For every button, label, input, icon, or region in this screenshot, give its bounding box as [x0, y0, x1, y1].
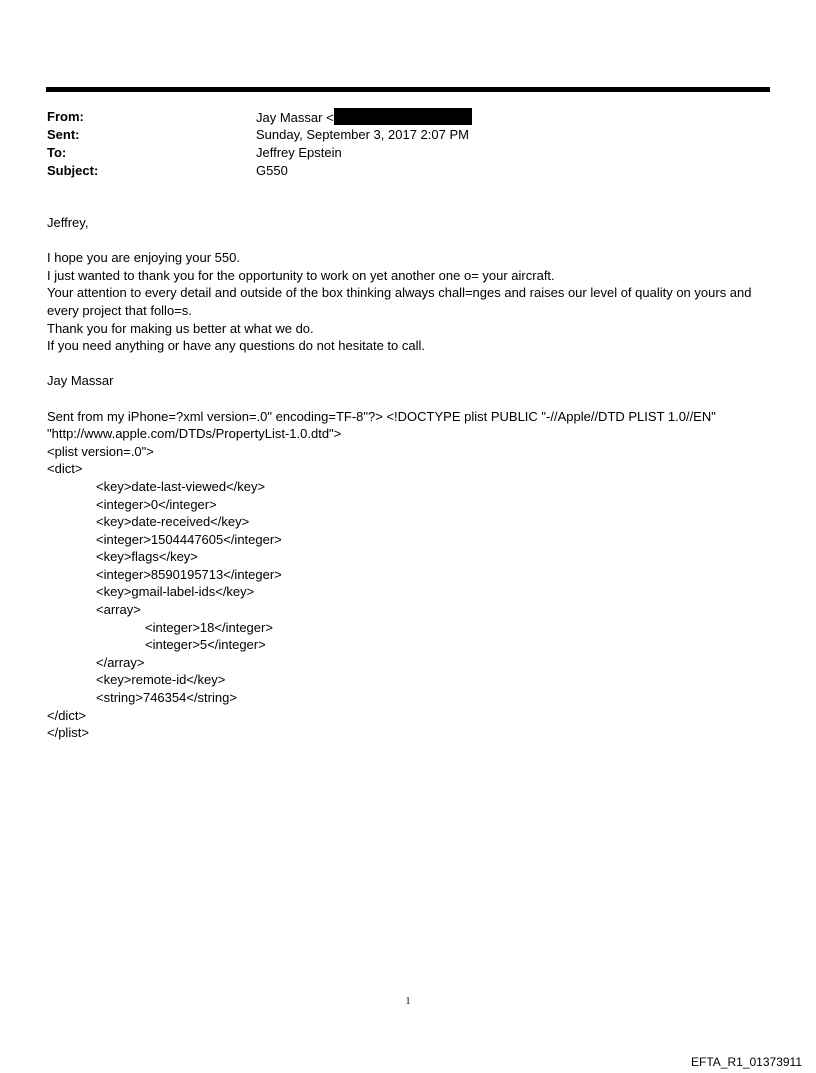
dict-item: <array> [96, 602, 141, 618]
to-value: Jeffrey Epstein [256, 145, 342, 160]
sent-value: Sunday, September 3, 2017 2:07 PM [256, 127, 469, 142]
blank-line [47, 232, 767, 250]
dict-item: <key>gmail-label-ids</key> [96, 584, 255, 600]
dict-item: <integer>8590195713</integer> [96, 566, 282, 582]
to-label: To: [47, 145, 67, 160]
blank-line [47, 355, 767, 373]
dict-item: <key>date-last-viewed</key> [96, 478, 266, 494]
subject-label: Subject: [47, 163, 99, 178]
sent-label: Sent: [47, 127, 80, 142]
plist-close: </plist> [47, 725, 89, 741]
dict-item: <string>746354</string> [96, 690, 237, 706]
dict-item: <key>remote-id</key> [96, 672, 226, 688]
dict-open: <dict> [47, 461, 83, 477]
dict-item: <key>flags</key> [96, 549, 198, 565]
from-name: Jay Massar < [256, 109, 334, 125]
document-id: EFTA_R1_01373911 [691, 1055, 802, 1069]
dict-item: <integer>1504447605</integer> [96, 531, 282, 547]
subject-value: G550 [256, 163, 288, 178]
email-body [47, 214, 767, 742]
array-item: <integer>5</integer> [145, 637, 266, 653]
top-rule [46, 87, 770, 92]
from-row [47, 108, 472, 126]
paragraph-line: Thank you for making us better at what we do. [47, 320, 314, 336]
paragraph-line: I just wanted to thank you for the opportunity to work on yet another one o= your aircraft. [47, 267, 555, 283]
dict-item: <key>date-received</key> [96, 514, 250, 530]
email-header [47, 108, 472, 180]
subject-row [47, 162, 472, 180]
array-item: <integer>18</integer> [145, 619, 273, 635]
sent-row [47, 126, 472, 144]
redaction-box [334, 108, 472, 125]
page-number: 1 [405, 996, 411, 1007]
sent-from-line: Sent from my iPhone=?xml version=.0" encoding=TF-8"?> <!DOCTYPE plist PUBLIC "-//Apple//DTD PLIST 1.0//EN" "http://www.apple.com/DTDs/PropertyList-1.0.dtd"> [47, 408, 716, 442]
paragraph-line: If you need anything or have any questions do not hesitate to call. [47, 338, 425, 354]
blank-line [47, 390, 767, 408]
dict-item: </array> [96, 654, 145, 670]
paragraph-line: Your attention to every detail and outside of the box thinking always chall=nges and raises our level of quality on yours and every project that follo=s. [47, 285, 752, 318]
signature: Jay Massar [47, 373, 114, 389]
from-value [256, 108, 472, 127]
paragraph-line: I hope you are enjoying your 550. [47, 250, 240, 266]
dict-item: <integer>0</integer> [96, 496, 217, 512]
dict-close: </dict> [47, 707, 87, 723]
from-label: From: [47, 109, 84, 124]
to-row [47, 144, 472, 162]
greeting: Jeffrey, [47, 215, 89, 230]
plist-open: <plist version=.0"> [47, 443, 154, 459]
